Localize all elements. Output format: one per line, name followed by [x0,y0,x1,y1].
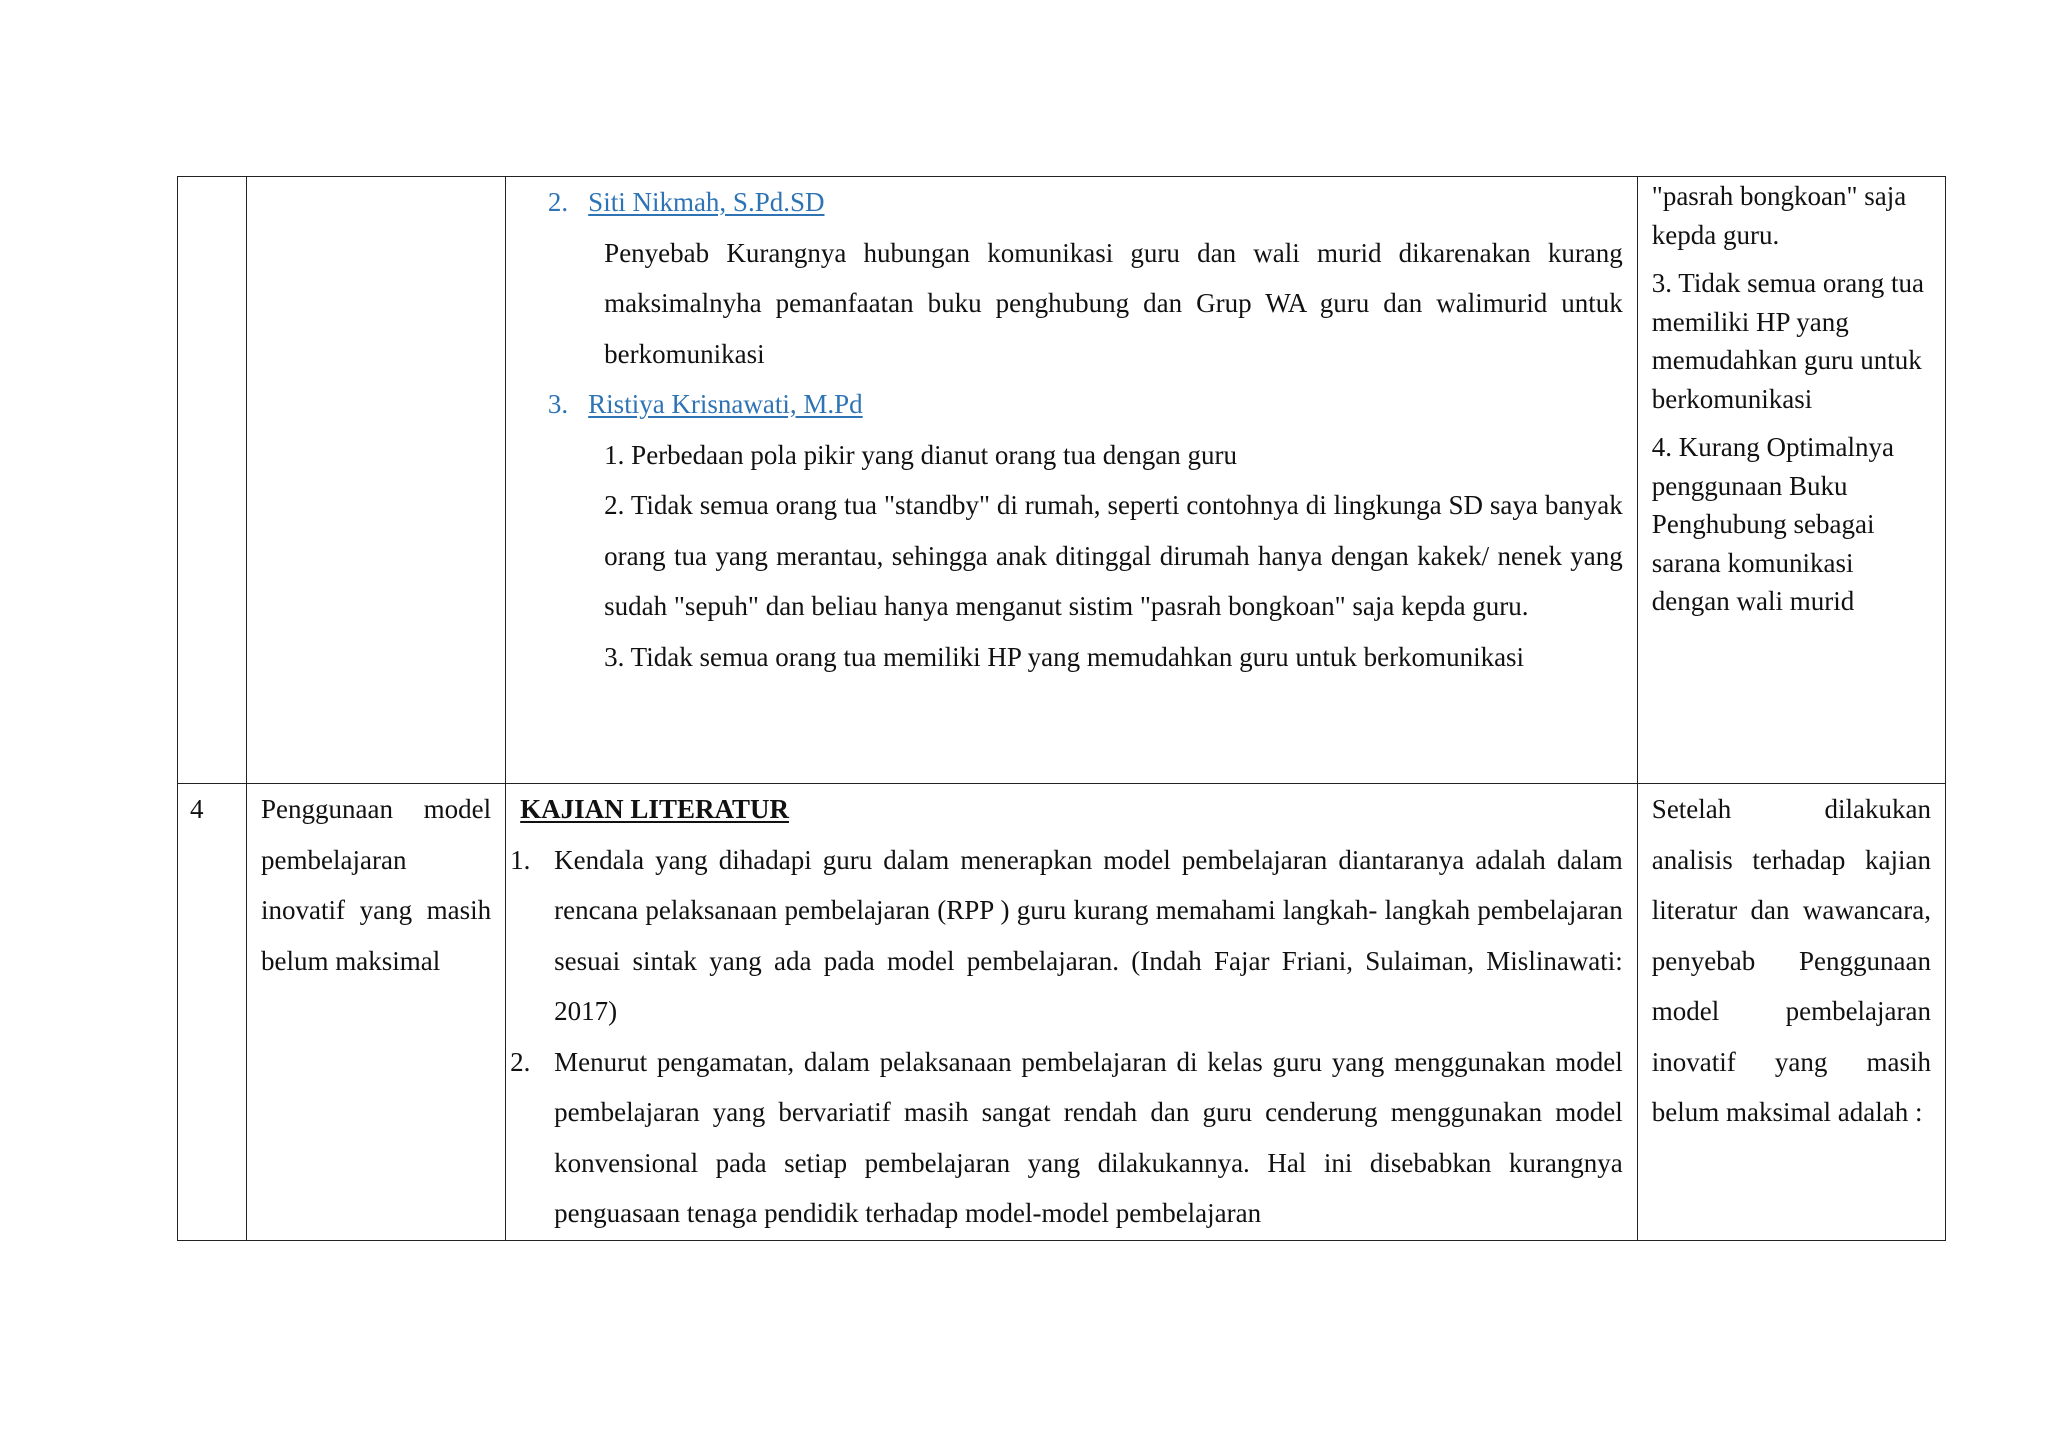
list-number: 2. [510,1046,531,1077]
analysis-table [177,176,1946,1241]
conclusion-cell: Setelah dilakukan analisis terhadap kajian literatur dan wawancara, penyebab Penggunaan model pembelajaran inovatif yang masih belum maksimal adalah : [1637,784,1945,1241]
interview-paragraph: Penyebab Kurangnya hubungan komunikasi guru dan wali murid dikarenakan kurang maksimalnyha pemanfaatan buku penghubung dan Grup WA guru dan walimurid untuk berkomunikasi [604,237,1623,369]
interview-paragraph: 3. Tidak semua orang tua memiliki HP yang memudahkan guru untuk berkomunikasi [604,641,1525,672]
table-row [178,177,1946,784]
interview-item [520,177,1623,228]
interview-answer [520,430,1623,683]
list-text: Menurut pengamatan, dalam pelaksanaan pembelajaran di kelas guru yang menggunakan model pembelajaran yang bervariatif masih sangat rendah dan guru cenderung menggunakan model konvensional pada setiap pembelajaran yang dilakukannya. Hal ini disebabkan kurangnya penguasaan tenaga pendidik terhadap model-model pembelajaran [554,1046,1623,1228]
list-number: 1. [510,844,531,875]
conclusion-text: "pasrah bongkoan" saja kepda guru. [1651,181,1907,250]
number-cell: 4 [178,784,247,1241]
number-cell [178,177,247,784]
interview-item [520,379,1623,430]
list-item [510,1037,1623,1239]
interviewee-link[interactable]: Siti Nikmah, S.Pd.SD [588,187,825,217]
interview-paragraph: 1. Perbedaan pola pikir yang dianut orang tua dengan guru [604,439,1237,470]
interviewee-link[interactable]: Ristiya Krisnawati, M.Pd [588,389,863,419]
exploration-cell [506,177,1638,784]
list-item [510,835,1623,1037]
table-row [178,784,1946,1241]
interview-number: 2. [547,187,569,217]
conclusion-text: 4. Kurang Optimalnya penggunaan Buku Penghubung sebagai sarana komunikasi dengan wali murid [1651,432,1894,616]
interview-paragraph: 2. Tidak semua orang tua "standby" di rumah, seperti contohnya di lingkunga SD saya banyak orang tua yang merantau, sehingga anak ditinggal dirumah hanya dengan kakek/ nenek yang sudah "sepuh" dan beliau hanya menganut sistim "pasrah bongkoan" saja kepda guru. [604,490,1623,621]
list-text: Kendala yang dihadapi guru dalam menerapkan model pembelajaran diantaranya adalah dalam rencana pelaksanaan pembelajaran (RPP ) guru kurang memahami langkah- langkah pembelajaran sesuai sintak yang ada pada model pembelajaran. (Indah Fajar Friani, Sulaiman, Mislinawati: 2017) [554,844,1623,1026]
exploration-cell [506,784,1638,1241]
literature-list [510,835,1623,1239]
conclusion-text: 3. Tidak semua orang tua memiliki HP yang memudahkan guru untuk berkomunikasi [1651,268,1925,414]
interview-list [520,177,1623,682]
interview-number: 3. [547,389,569,419]
conclusion-cell [1637,177,1945,784]
section-title: KAJIAN LITERATUR [520,794,789,824]
problem-cell: Penggunaan model pembelajaran inovatif yang masih belum maksimal [247,784,506,1241]
interview-answer [520,228,1623,380]
problem-cell [247,177,506,784]
